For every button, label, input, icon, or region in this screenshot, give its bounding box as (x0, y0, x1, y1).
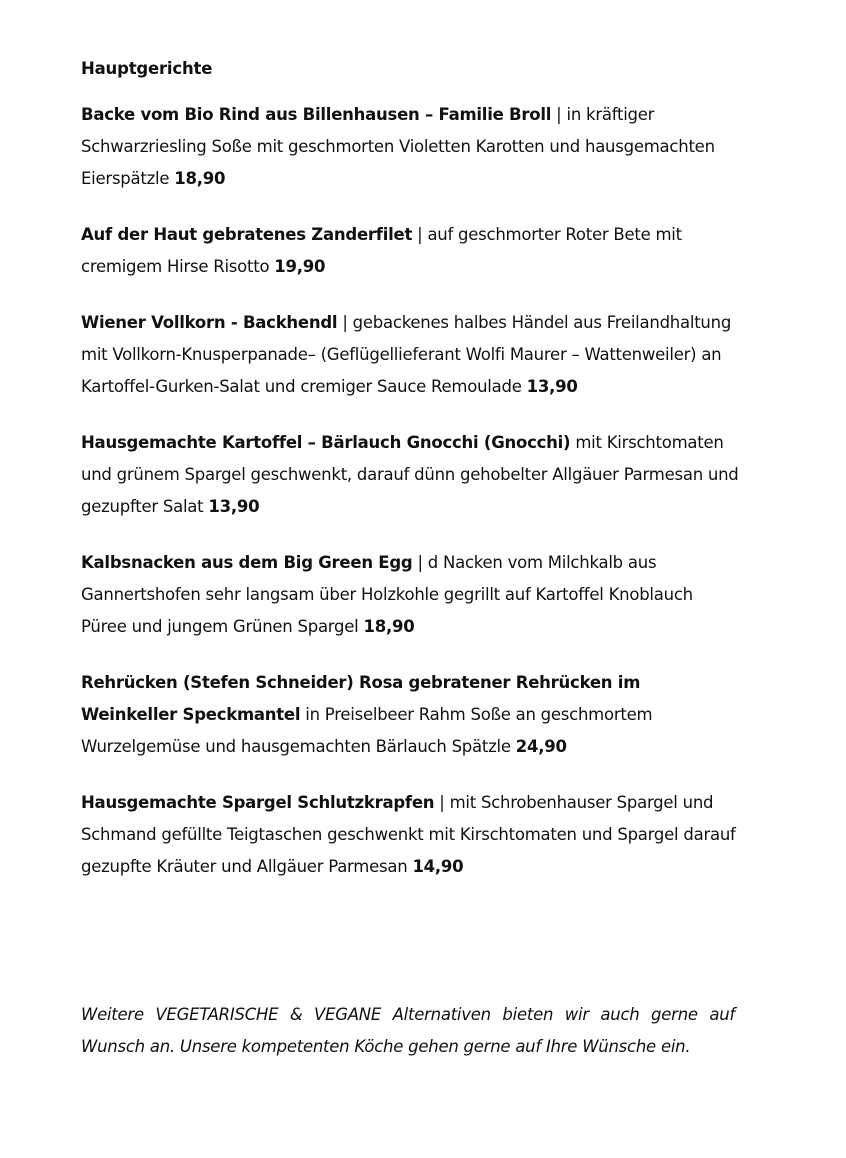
dish-name: Hausgemachte Kartoffel – Bärlauch Gnocchi (Gnocchi) (81, 433, 571, 452)
dish-description: in Preiselbeer Rahm Soße an geschmortem Wurzelgemüse und hausgemachten Bärlauch Spätzle (81, 705, 653, 756)
dish-description: mit Kirschtomaten und grünem Spargel geschwenkt, darauf dünn gehobelter Allgäuer Parmesan und gezupfter Salat (81, 433, 739, 516)
dish-schlutzkrapfen (81, 787, 741, 883)
dish-description: d Nacken vom Milchkalb aus Gannertshofen sehr langsam über Holzkohle gegrillt auf Kartoffel Knoblauch Püree und jungem Grünen Spargel (81, 553, 693, 636)
dish-rehruecken (81, 667, 741, 763)
dish-description: in kräftiger Schwarzriesling Soße mit geschmorten Violetten Karotten und hausgemachten Eierspätzle (81, 105, 715, 188)
dish-price: 18,90 (174, 169, 226, 188)
dish-name: Auf der Haut gebratenes Zanderfilet (81, 225, 413, 244)
dish-price: 24,90 (515, 737, 567, 756)
dish-name: Wiener Vollkorn - Backhendl (81, 313, 338, 332)
dish-name: Backe vom Bio Rind aus Billenhausen – Familie Broll (81, 105, 552, 124)
dish-separator: | (337, 313, 353, 332)
dish-price: 13,90 (526, 377, 578, 396)
dish-separator: | (551, 105, 567, 124)
dish-name: Hausgemachte Spargel Schlutzkrapfen (81, 793, 435, 812)
dish-separator: | (412, 553, 428, 572)
dish-price: 14,90 (412, 857, 464, 876)
dish-description: auf geschmorter Roter Bete mit cremigem Hirse Risotto (81, 225, 682, 276)
vegetarian-notice: Weitere VEGETARISCHE & VEGANE Alternativen bieten wir auch gerne auf Wunsch an. Unsere kompetenten Köche gehen gerne auf Ihre Wünsche ein. (81, 1005, 735, 1056)
dish-description: mit Schrobenhauser Spargel und Schmand gefüllte Teigtaschen geschwenkt mit Kirschtomaten und Spargel darauf gezupfte Kräuter und Allgäuer Parmesan (81, 793, 736, 876)
dish-name: Rehrücken (Stefen Schneider) Rosa gebratener Rehrücken im Weinkeller Speckmantel (81, 673, 641, 724)
section-title: Hauptgerichte (81, 59, 213, 78)
dish-name: Kalbsnacken aus dem Big Green Egg (81, 553, 413, 572)
dish-description: gebackenes halbes Händel aus Freilandhaltung mit Vollkorn-Knusperpanade– (Geflügellieferant Wolfi Maurer – Wattenweiler) an Kartoffel-Gurken-Salat und cremiger Sauce Remoulade (81, 313, 732, 396)
dish-price: 18,90 (363, 617, 415, 636)
dish-gnocchi (81, 427, 741, 523)
dish-price: 13,90 (208, 497, 260, 516)
dish-kalbsnacken (81, 547, 741, 643)
dish-separator: | (434, 793, 450, 812)
menu-page (81, 57, 741, 907)
dish-rinderbacke (81, 99, 741, 195)
dish-price: 19,90 (274, 257, 326, 276)
dish-zanderfilet (81, 219, 741, 283)
dish-backhendl (81, 307, 741, 403)
dish-separator: | (412, 225, 428, 244)
